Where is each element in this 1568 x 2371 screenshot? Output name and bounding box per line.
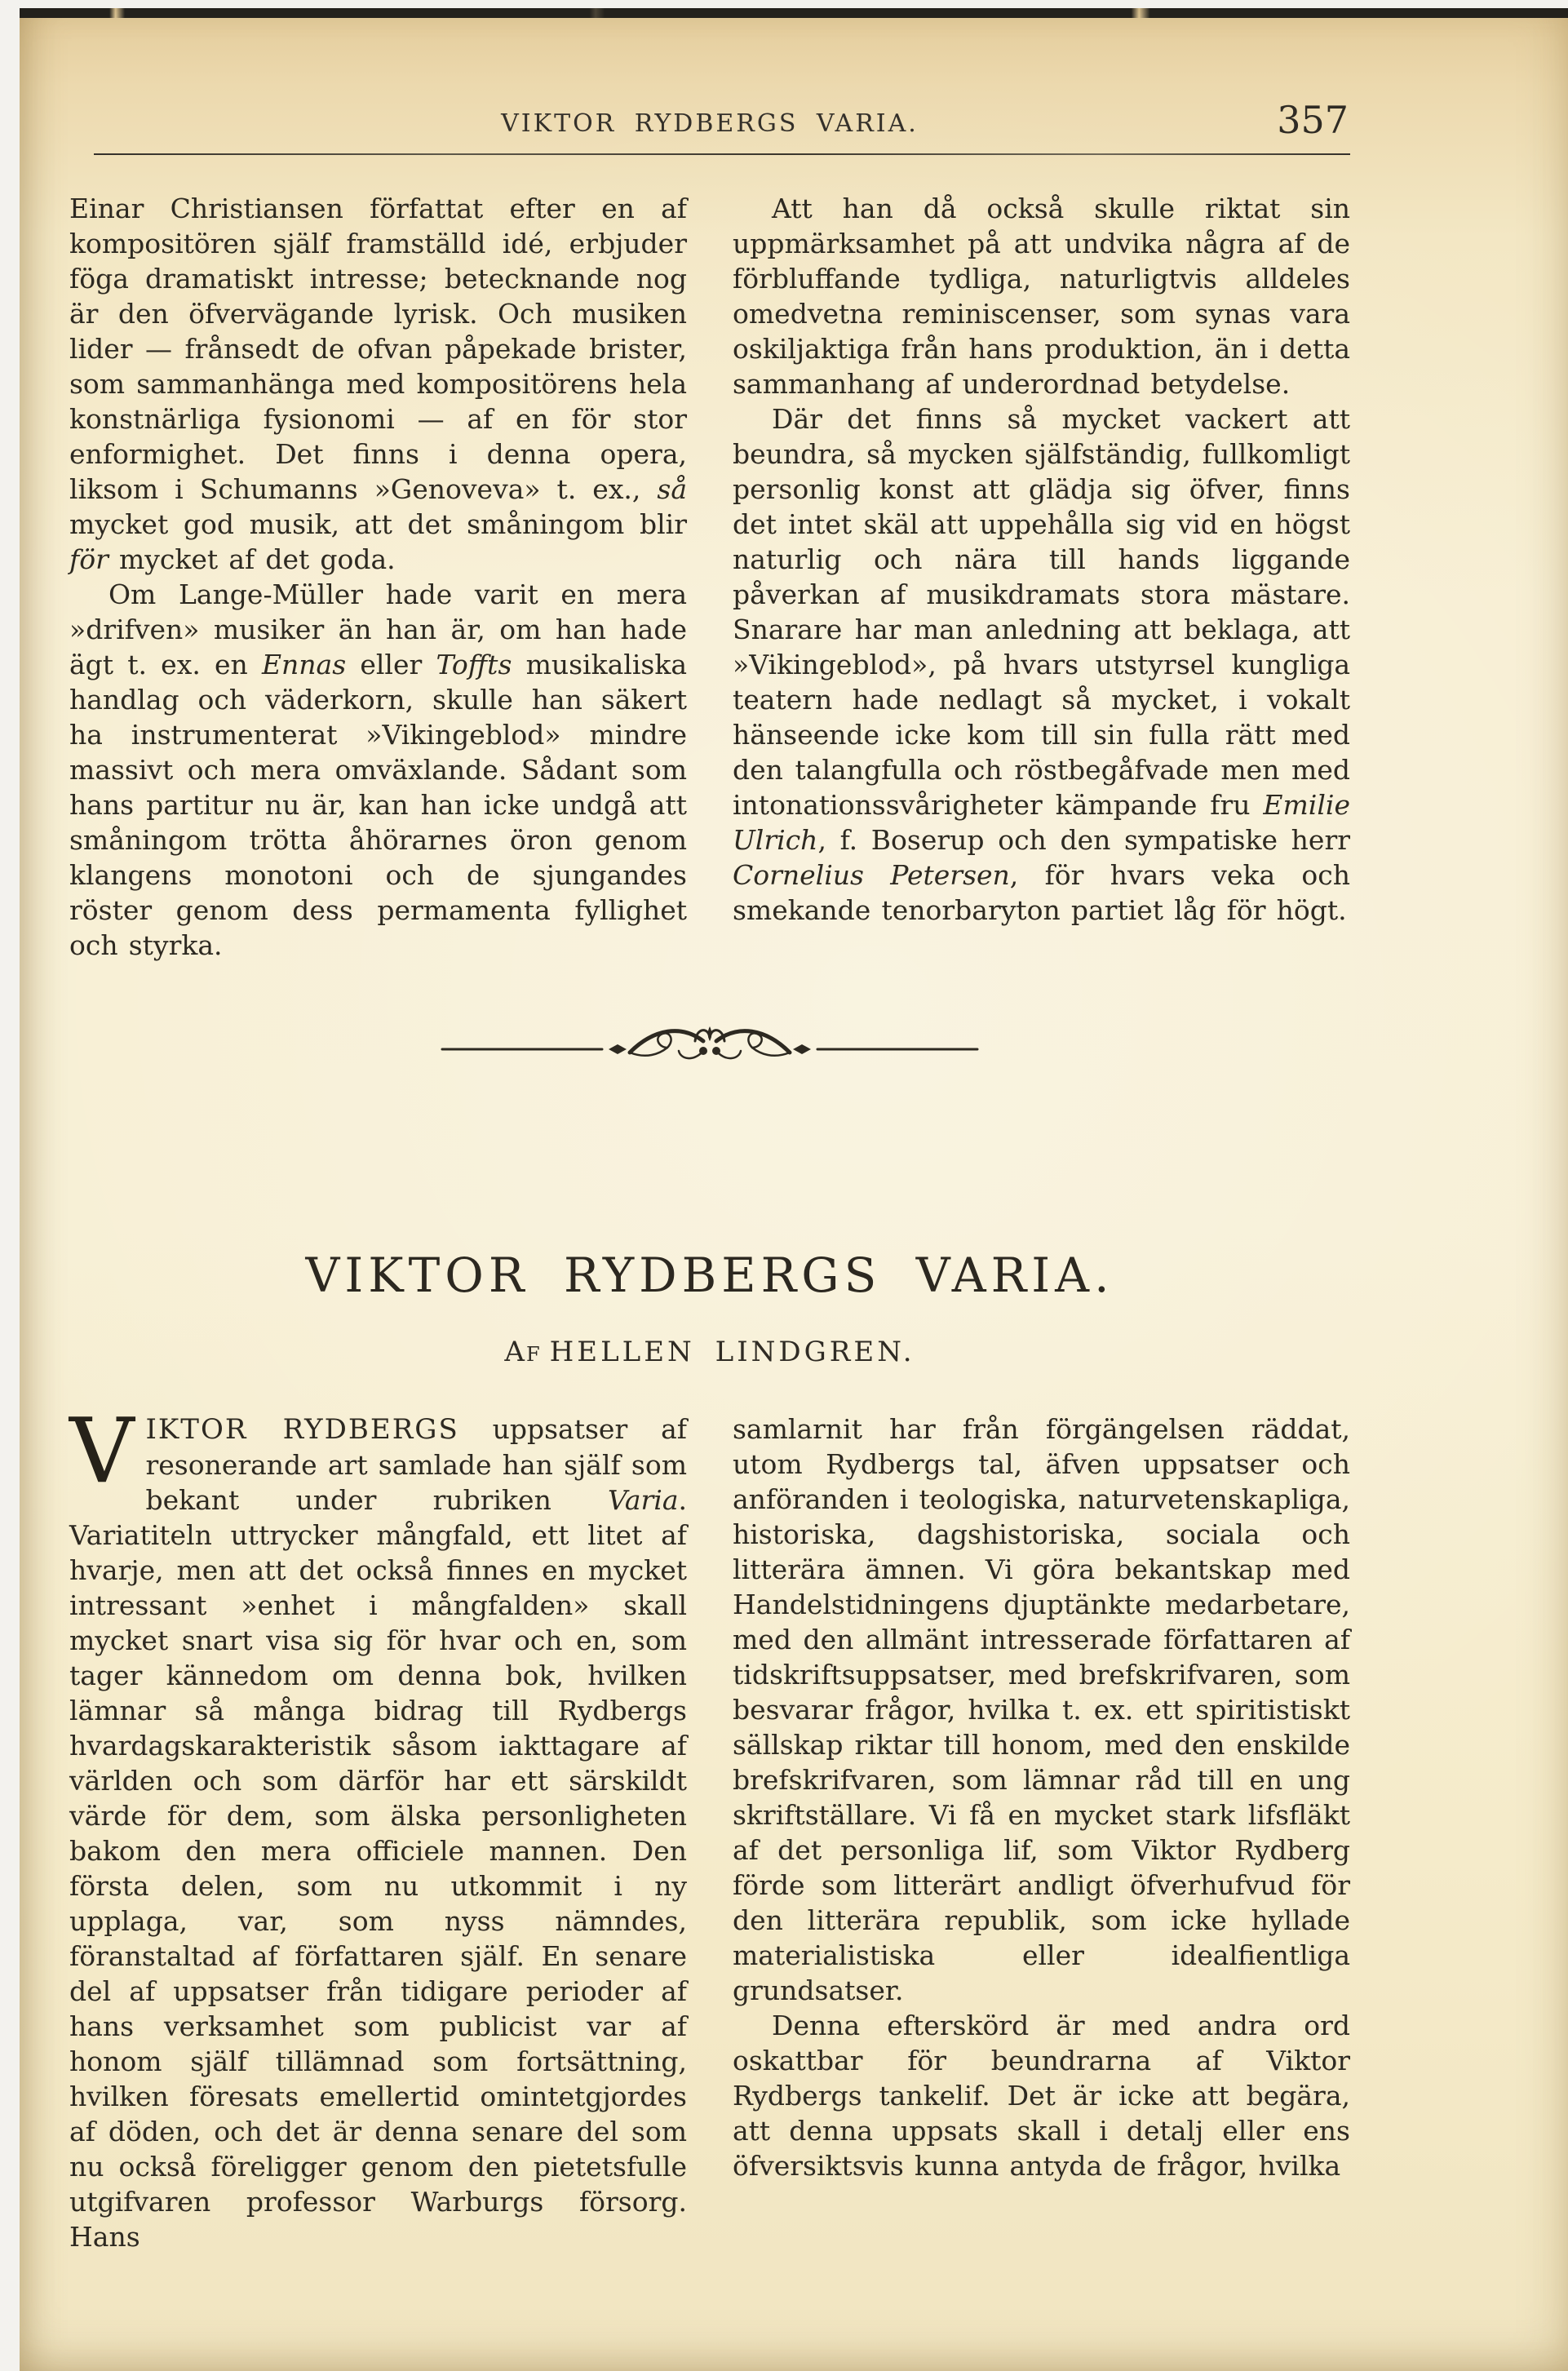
left-column xyxy=(69,191,687,966)
text-run: musikaliska handlag och väderkorn, skulle han säkert ha instrumenterat »Vikingeblod» mindre massivt och mera omväxlande. Sådant som hans partitur nu är, kan han icke undgå att småningom trötta åhörarnes öron genom klangens monotoni och de sjungandes röster genom dess permamenta fyllighet och styrka. xyxy=(69,649,687,961)
article-title: VIKTOR RYDBERGS VARIA. xyxy=(305,1248,1114,1303)
italic-run: för xyxy=(69,543,109,575)
text-run: Där det finns så mycket vackert att beundra, så mycken själfständig, fullkomligt personlig konst att glädja sig öfver, finns det intet skäl att uppehålla sig vid en högst naturlig och nära till hands liggande påverkan af musikdramats stora mästare. Snarare har man anledning att beklaga, att »Vikingeblod», på hvars utstyrsel kungliga teatern hade nedlagt så mycket, i vokalt hänseende icke kom till sin fulla rätt med den talangfulla och röstbegåfvade men med intonationssvårigheter kämpande fru xyxy=(733,403,1350,821)
running-header-title: VIKTOR RYDBERGS VARIA. xyxy=(501,109,919,138)
lead-caps: IKTOR RYDBERGS xyxy=(145,1413,459,1446)
byline-author: HELLEN LINDGREN. xyxy=(549,1336,915,1368)
text-run: eller xyxy=(346,649,436,680)
page-content xyxy=(20,98,1568,2254)
italic-run: Toffts xyxy=(436,649,512,680)
flourish-divider-icon xyxy=(441,1017,979,1075)
paragraph xyxy=(733,401,1350,928)
header-rule xyxy=(94,153,1350,155)
paragraph xyxy=(69,1398,687,2254)
text-run: mycket god musik, att det småningom blir xyxy=(69,508,687,540)
page xyxy=(20,8,1568,2371)
page-number: 357 xyxy=(1277,98,1349,142)
text-run: mycket af det goda. xyxy=(108,543,396,575)
right-column xyxy=(733,1412,1350,2254)
section-divider xyxy=(69,1017,1350,1075)
running-header xyxy=(69,98,1350,142)
text-run: , f. Boserup och den sympatiske herr xyxy=(817,824,1350,856)
italic-run: Emilie Ulrich xyxy=(733,789,1350,856)
drop-cap: V xyxy=(69,1398,135,1503)
paragraph xyxy=(69,191,687,577)
italic-run: Varia xyxy=(608,1484,679,1516)
text-run: Denna efterskörd är med andra ord oskattbar för beundrarna af Viktor Rydbergs tankelif. Det är icke att begära, att denna uppsats skall i detalj eller ens öfversiktsvis kunna antyda de frågor, hvilka xyxy=(733,2010,1350,2182)
text-run: uppsatser af resonerande art samlade han själf som bekant under rubriken xyxy=(145,1413,687,1516)
text-run: samlarnit har från förgängelsen räddat, utom Rydbergs tal, äfven uppsatser och anföranden i teologiska, naturvetenskapliga, historiska, dagshistoriska, sociala och litterära ämnen. Vi göra bekantskap med Handelstidningens djuptänkte medarbetare, med den allmänt intresserade författaren af tidskriftsuppsatser, med brefskrifvaren, som besvarar frågor, hvilka t. ex. ett spiritistiskt sällskap riktar till honom, med den enskilde brefskrifvaren, som lämnar råd till en ung skriftställare. Vi få en mycket stark lifsfläkt af det personliga lif, som Viktor Rydberg förde som litterärt andligt öfverhufvud för den litterära republik, som icke hyllade materialistiska eller idealfientliga grundsatser. xyxy=(733,1413,1350,2006)
paragraph xyxy=(733,2008,1350,2183)
right-column xyxy=(733,191,1350,966)
text-run: Einar Christiansen författat efter en af kompositören själf framställd idé, erbjuder föga dramatiskt intresse; betecknande nog är den öfvervägande lyrisk. Och musiken lider — frånsedt de ofvan påpekade brister, som sammanhänga med kompositörens hela konstnärliga fysionomi — af en för stor enformighet. Det finns i denna opera, liksom i Schumanns »Genoveva» t. ex., xyxy=(69,193,687,505)
byline xyxy=(69,1333,1350,1371)
text-run: Att han då också skulle riktat sin uppmärksamhet på att undvika några af de förbluffande tydliga, naturligtvis alldeles omedvetna reminiscenser, som synas vara oskiljaktiga från hans produktion, än i detta sammanhang af underordnad betydelse. xyxy=(733,193,1350,400)
left-column xyxy=(69,1398,687,2254)
paragraph xyxy=(733,191,1350,401)
article-continuation xyxy=(69,191,1350,966)
byline-prefix: Af xyxy=(504,1336,542,1368)
text-run: Om Lange-Müller hade varit en mera »drifven» musiker än han är, om han hade ägt t. ex. en xyxy=(69,578,687,680)
text-run: . Variatiteln uttrycker mångfald, ett litet af hvarje, men att det också finnes en mycket intressant »enhet i mångfalden» skall mycket snart visa sig för hvar och en, som tager kännedom om denna bok, hvilken lämnar så många bidrag till Rydbergs hvardagskarakteristik såsom iakttagare af världen och som därför har ett särskildt värde för dem, som älska personligheten bakom den mera officiele mannen. Den första delen, som nu utkommit i ny upplaga, var, som nyss nämndes, föranstaltad af författaren själf. En senare del af uppsatser från tidigare perioder af hans verksamhet som publicist var af honom själf tillämnad som fortsättning, hvilken föresats emellertid omintetgjordes af döden, och det är denna senare del som nu också föreligger genom den pietetsfulle utgifvaren professor Warburgs försorg. Hans xyxy=(69,1484,687,2253)
italic-run: Ennas xyxy=(261,649,347,680)
text-run: , för hvars veka och smekande tenorbaryton partiet låg för högt. xyxy=(733,859,1351,926)
article-body xyxy=(69,1398,1350,2254)
paragraph xyxy=(69,577,687,963)
paragraph xyxy=(733,1412,1350,2008)
page-top-edge xyxy=(20,8,1568,18)
italic-run: så xyxy=(657,473,687,505)
italic-run: Cornelius Petersen xyxy=(733,859,1010,891)
